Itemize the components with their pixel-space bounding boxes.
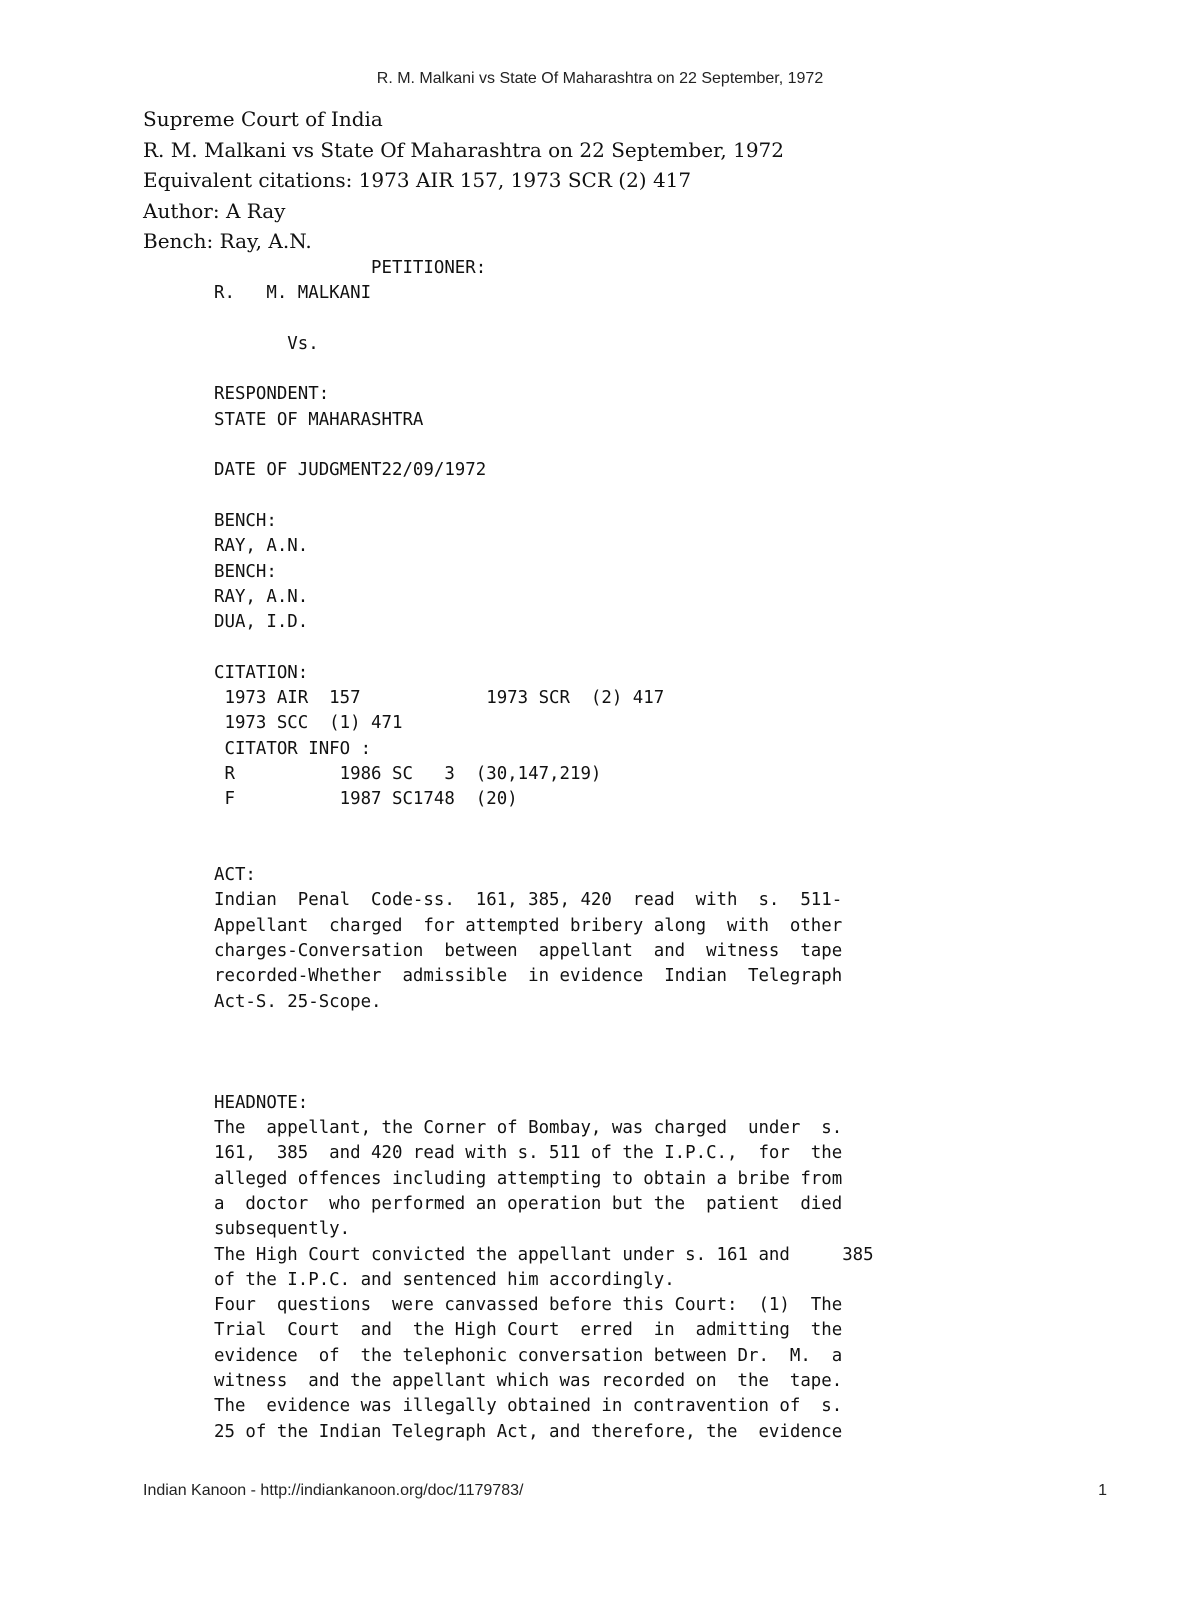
running-header: R. M. Malkani vs State Of Maharashtra on 22 September, 1972 — [376, 70, 824, 87]
body-line: Appellant charged for attempted bribery along with other — [214, 915, 843, 936]
body-line: PETITIONER: — [214, 258, 487, 278]
page-number: 1 — [1098, 1482, 1107, 1499]
body-line: evidence of the telephonic conversation between Dr. M. a — [214, 1345, 843, 1366]
body-line: RAY, A.N. — [214, 586, 309, 607]
document-meta — [143, 104, 784, 257]
body-line: HEADNOTE: — [214, 1092, 309, 1113]
body-line: R. M. MALKANI — [214, 283, 372, 304]
body-line: The High Court convicted the appellant under s. 161 and 385 — [214, 1244, 874, 1265]
body-line: The appellant, the Corner of Bombay, was charged under s. — [214, 1118, 843, 1139]
body-line: STATE OF MAHARASHTRA — [214, 409, 424, 430]
body-line — [214, 357, 874, 382]
body-line: 1973 SCC (1) 471 — [214, 713, 403, 734]
footer-source: Indian Kanoon - http://indiankanoon.org/doc/1179783/ — [143, 1482, 524, 1499]
body-line — [214, 1015, 874, 1040]
body-line: Four questions were canvassed before this Court: (1) The — [214, 1295, 843, 1316]
body-line — [214, 1040, 874, 1065]
body-line: Vs. — [214, 333, 319, 354]
body-line: 1973 AIR 157 1973 SCR (2) 417 — [214, 688, 665, 709]
case-title: R. M. Malkani vs State Of Maharashtra on 22 September, 1972 — [143, 137, 785, 162]
body-line: subsequently. — [214, 1219, 351, 1240]
author-line: Author: A Ray — [143, 198, 286, 223]
bench-line: Bench: Ray, A.N. — [143, 229, 312, 254]
body-line: a doctor who performed an operation but the patient died — [214, 1193, 843, 1214]
body-line — [214, 307, 874, 332]
body-line: CITATION: — [214, 662, 309, 683]
body-line: 25 of the Indian Telegraph Act, and therefore, the evidence — [214, 1421, 843, 1442]
body-line — [214, 484, 874, 509]
body-line: The evidence was illegally obtained in contravention of s. — [214, 1396, 843, 1417]
body-line: alleged offences including attempting to obtain a bribe from — [214, 1168, 843, 1189]
body-line: charges-Conversation between appellant and witness tape — [214, 941, 843, 962]
body-line — [214, 1066, 874, 1091]
body-line: Act-S. 25-Scope. — [214, 991, 382, 1012]
body-line: recorded-Whether admissible in evidence Indian Telegraph — [214, 966, 843, 987]
body-line: DATE OF JUDGMENT22/09/1972 — [214, 460, 487, 481]
body-line: witness and the appellant which was recorded on the tape. — [214, 1371, 843, 1392]
body-line — [214, 635, 874, 660]
body-line: RAY, A.N. — [214, 536, 309, 557]
body-line: of the I.P.C. and sentenced him accordingly. — [214, 1269, 675, 1290]
body-line: R 1986 SC 3 (30,147,219) — [214, 763, 602, 784]
body-line: BENCH: — [214, 561, 277, 582]
body-line: DUA, I.D. — [214, 612, 309, 633]
body-line: F 1987 SC1748 (20) — [214, 789, 518, 810]
body-line: Indian Penal Code-ss. 161, 385, 420 read with s. 511- — [214, 890, 843, 911]
body-line — [214, 838, 874, 863]
body-line: Trial Court and the High Court erred in admitting the — [214, 1320, 843, 1341]
body-line — [214, 813, 874, 838]
body-line: 161, 385 and 420 read with s. 511 of the I.P.C., for the — [214, 1143, 843, 1164]
body-line: ACT: — [214, 865, 256, 886]
judgment-body — [214, 256, 874, 1445]
body-line: CITATOR INFO : — [214, 738, 372, 759]
equivalent-citations: Equivalent citations: 1973 AIR 157, 1973 SCR (2) 417 — [143, 168, 692, 193]
body-line: RESPONDENT: — [214, 384, 330, 405]
court-name: Supreme Court of India — [143, 107, 383, 131]
body-line — [214, 433, 874, 458]
body-line: BENCH: — [214, 510, 277, 531]
